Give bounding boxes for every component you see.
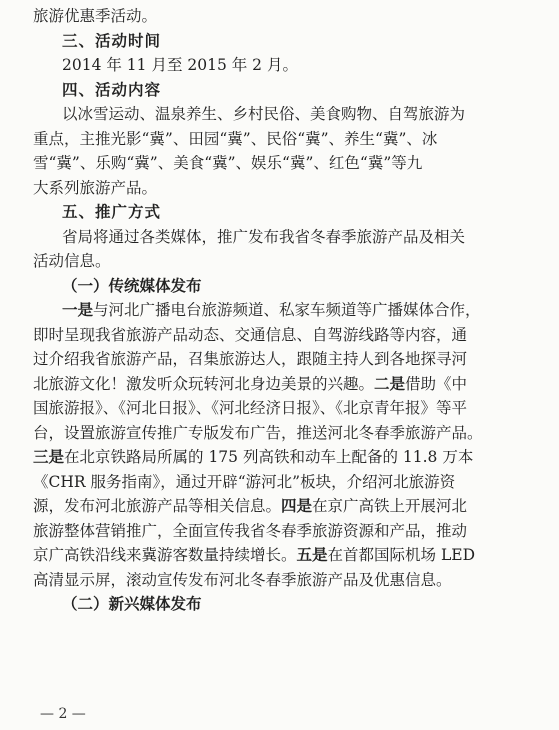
text-line: 2014 年 11 月至 2015 年 2 月。 [62, 56, 298, 74]
text-line: 省局将通过各类媒体，推广发布我省冬春季旅游产品及相关 [62, 228, 466, 246]
text-span: 借助《中 [405, 375, 468, 393]
text-line: 重点，主推光影“冀”、田园“冀”、民俗“冀”、养生“冀”、冰 [33, 130, 438, 148]
text-line: 旅游优惠季活动。 [33, 7, 158, 25]
text-line: 大系列旅游产品。 [33, 179, 158, 197]
text-span: 京广高铁沿线来冀游客数量持续增长。 [33, 546, 297, 564]
text-line [33, 374, 525, 394]
text-span: 北旅游文化！激发听众玩转河北身边美景的兴趣。 [33, 375, 375, 393]
text-line [33, 545, 525, 565]
section-heading-promotion: 五、推广方式 [62, 203, 162, 221]
text-line: 雪“冀”、乐购“冀”、美食“冀”、娱乐“冀”、红色“冀”等九 [33, 154, 423, 172]
text-span: 与河北广播电台旅游频道、私家车频道等广播媒体合作， [93, 301, 481, 319]
emphasis: 五是 [296, 545, 328, 564]
text-line [62, 300, 525, 320]
emphasis: 三是 [33, 447, 65, 466]
section-heading-time: 三、活动时间 [62, 32, 162, 50]
text-span: 在首都国际机场 LED [327, 546, 475, 564]
text-line: 国旅游报》、《河北日报》、《河北经济日报》、《北京青年报》等平 [33, 399, 468, 417]
emphasis: 一是 [62, 300, 94, 319]
text-line [33, 496, 525, 516]
subsection-heading-new-media: （二）新兴媒体发布 [62, 594, 202, 613]
text-line [33, 447, 525, 467]
text-line: 以冰雪运动、温泉养生、乡村民俗、美食购物、自驾旅游为 [62, 105, 466, 123]
text-span: 在北京铁路局所属的 175 列高铁和动车上配备的 11.8 万本 [64, 448, 474, 466]
text-line: 台，设置旅游宣传推广专版发布广告，推送河北冬春季旅游产品。 [33, 424, 483, 442]
text-line: 《CHR 服务指南》，通过开辟“游河北”板块，介绍河北旅游资 [33, 473, 456, 491]
text-line: 活动信息。 [33, 252, 111, 270]
text-span: 在京广高铁上开展河北 [312, 497, 468, 515]
text-line: 旅游整体营销推广，全面宣传我省冬春季旅游资源和产品，推动 [33, 522, 468, 540]
emphasis: 四是 [281, 496, 313, 515]
text-line: 即时呈现我省旅游产品动态、交通信息、自驾游线路等内容，通 [33, 326, 468, 344]
subsection-heading-traditional-media: （一）传统媒体发布 [62, 276, 202, 295]
text-span: 源，发布河北旅游产品等相关信息。 [33, 497, 282, 515]
emphasis: 二是 [374, 374, 406, 393]
text-line: 过介绍我省旅游产品，召集旅游达人，跟随主持人到各地探寻河 [33, 350, 468, 368]
section-heading-content: 四、活动内容 [62, 81, 162, 99]
page-number: — 2 — [40, 706, 86, 722]
text-line: 高清显示屏，滚动宣传发布河北冬春季旅游产品及优惠信息。 [33, 571, 452, 589]
